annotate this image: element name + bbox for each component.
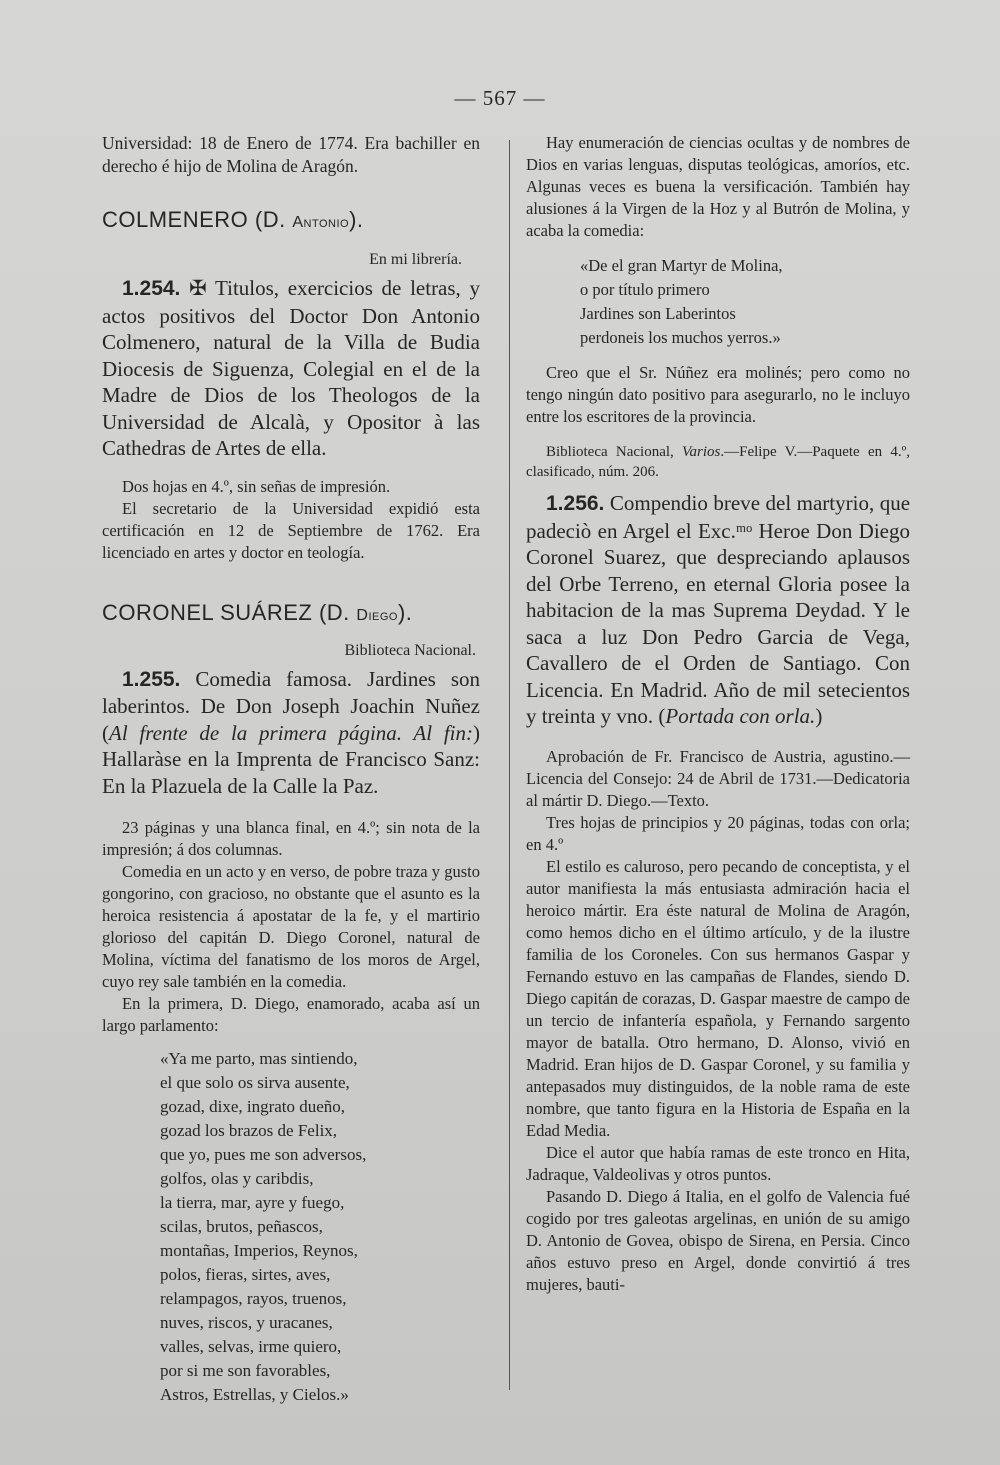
verse-line: por si me son favorables, (160, 1361, 331, 1380)
verse-line: Astros, Estrellas, y Cielos.» (160, 1385, 349, 1404)
right-note-1: Aprobación de Fr. Francisco de Austria, agustino.—Licencia del Consejo: 24 de Abril de 1731.—Dedicatoria al mártir D. Diego.—Texto. (526, 746, 910, 810)
colmenero-note-2: El secretario de la Universidad expidió esta certificación en 12 de Septiembre de 1762. Era licenciado en artes y doctor en teología. (102, 498, 480, 562)
location-italic: Varios (682, 444, 721, 460)
colmenero-location: En mi librería. (369, 251, 462, 268)
colmenero-heading (102, 207, 480, 233)
verse-line: gozad, dixe, ingrato dueño, (160, 1097, 346, 1116)
entry-number: 1.255. (122, 667, 181, 691)
verse-line: scilas, brutos, peñascos, (160, 1217, 323, 1236)
coronel-verse (102, 1047, 480, 1407)
entry-number: 1.254. (122, 277, 181, 300)
right-note-5: Pasando D. Diego á Italia, en el golfo de Valencia fué cogido por tres galeotas argelinas, en unión de su amigo D. Antonio de Govea, obispo de Sirena, en Persia. Cinco años estuvo preso en Argel, donde convirtió á tres mujeres, bauti- (526, 1186, 910, 1294)
right-note-4: Dice el autor que había ramas de este tronco en Hita, Jadraque, Valdeolivas y otros puntos. (526, 1142, 910, 1184)
verse-line: polos, fieras, sirtes, aves, (160, 1265, 331, 1284)
right-paragraph-2: Creo que el Sr. Núñez era molinés; pero como no tengo ningún dato positivo para asegurarlo, no le incluyo entre los escritores de la provincia. (526, 363, 910, 426)
verse-line: o por título primero (580, 280, 710, 299)
entry-number: 1.256. (546, 492, 605, 515)
right-column (526, 132, 910, 1296)
entry-title: Compendio breve del martyrio, que padeciò en Argel el Exc.ᵐᵒ Heroe Don Diego Coronel Suarez, que despreciando aplausos del Orbe Terreno, en eternal Gloria posee la habitacion de la mas Suprema Deydad. Y le saca a luz Don Pedro Garcia de Vega, Cavallero de el Orden de Santiago. Con Licencia. En Madrid. Año de mil setecientos y treinta y vno. ( (526, 491, 911, 728)
heading-text: CORONEL SUÁREZ (D. (102, 599, 357, 625)
right-location (526, 442, 910, 482)
verse-line: gozad los brazos de Felix, (160, 1121, 338, 1140)
left-column (102, 132, 480, 1407)
verse-line: montañas, Imperios, Reynos, (160, 1241, 358, 1260)
cross-icon: ✠ (189, 276, 207, 300)
verse-line: «De el gran Martyr de Molina, (580, 256, 783, 275)
coronel-note-2: Comedia en un acto y en verso, de pobre traza y gusto gongorino, con gracioso, no obstante que el asunto es la heroica resistencia á apostatar de la fe, y el martirio glorioso del capitán D. Diego Coronel, natural de Molina, víctima del fanatismo de los moros de Argel, cuyo rey sale también en la comedia. (102, 862, 480, 991)
verse-line: golfos, olas y caribdis, (160, 1169, 314, 1188)
entry-1256 (526, 490, 910, 730)
verse-line: perdoneis los muchos yerros.» (580, 328, 781, 347)
heading-end: ). (349, 207, 364, 232)
entry-1255 (102, 666, 480, 800)
intro-paragraph: Universidad: 18 de Enero de 1774. Era bachiller en derecho é hijo de Molina de Aragón. (102, 133, 480, 176)
right-note-3: El estilo es caluroso, pero pecando de conceptista, y el autor manifiesta la más entusiasta admiración hacia el heroico mártir. Era éste natural de Molina de Aragón, como hemos dicho en el último artículo, y de la ilustre familia de los Coroneles. Con sus hermanos Gaspar y Fernando estuvo en las campañas de Flandes, siendo D. Diego capitán de corazas, D. Gaspar maestre de campo de un tercio de infantería española, y Fernando sargento mayor de batalla. Otro hermano, D. Alonso, vivió en Madrid. Eran hijos de D. Gaspar Coronel, y su familia y antepasados muy distinguidos, de la noble rama de este nombre, que tanto figura en la Historia de España en la Edad Media. (526, 856, 910, 1140)
verse-line: «Ya me parto, mas sintiendo, (160, 1049, 358, 1068)
location-text: Biblioteca Nacional, (546, 444, 683, 460)
verse-line: valles, selvas, irme quiero, (160, 1337, 342, 1356)
verse-line: Jardines son Laberintos (580, 304, 736, 323)
verse-line: relampagos, rayos, truenos, (160, 1289, 347, 1308)
location-end: .—Felipe V.—Paquete en 4.º, clasificado, núm. 206. (526, 444, 910, 480)
verse-line: la tierra, mar, ayre y fuego, (160, 1193, 345, 1212)
entry-1254 (102, 275, 480, 462)
verse-line: nuves, riscos, y uracanes, (160, 1313, 333, 1332)
heading-text: COLMENERO (D. (102, 207, 293, 232)
column-divider (509, 140, 510, 1390)
right-verse (526, 254, 910, 350)
page-number: — 567 — (454, 86, 546, 110)
entry-title-end: ) (815, 704, 823, 728)
right-paragraph-1: Hay enumeración de ciencias ocultas y de nombres de Dios en varias lenguas, disputas teológicas, amoríos, etc. Algunas veces es buena la versificación. También hay alusiones á la Virgen de la Hoz y al Butrón de Molina, y acaba la comedia: (526, 133, 910, 240)
verse-line: el que solo os sirva ausente, (160, 1073, 350, 1092)
heading-smallcaps: Diego (356, 606, 398, 624)
coronel-location: Biblioteca Nacional. (344, 641, 476, 659)
entry-title-italic: Al frente de la primera página. Al fin: (109, 720, 473, 745)
entry-title: Titulos, exercicios de letras, y actos positivos del Doctor Don Antonio Colmenero, natural de la Villa de Budia Diocesis de Siguenza, Colegial en el de la Madre de Dios de los Theologos de la Universidad de Alcalà, y Opositor à las Cathedras de Artes de ella. (102, 276, 481, 460)
coronel-heading (102, 600, 480, 626)
entry-title-italic: Portada con orla. (665, 704, 816, 728)
coronel-note-3: En la primera, D. Diego, enamorado, acaba así un largo parlamento: (102, 994, 480, 1035)
coronel-note-1: 23 páginas y una blanca final, en 4.º; sin nota de la impresión; á dos columnas. (102, 818, 480, 859)
verse-line: que yo, pues me son adversos, (160, 1145, 367, 1164)
entry-title: Comedia famosa. Jardines son laberintos. De Don Joseph Joachin Nuñez ( (102, 666, 480, 745)
heading-smallcaps: Antonio (292, 214, 350, 231)
entry-title-end: ) Hallaràse en la Imprenta de Francisco Sanz: En la Plazuela de la Calle la Paz. (102, 720, 480, 798)
heading-end: ). (397, 599, 413, 625)
right-note-2: Tres hojas de principios y 20 páginas, todas con orla; en 4.º (526, 812, 910, 854)
colmenero-note-1: Dos hojas en 4.º, sin señas de impresión. (122, 476, 391, 496)
